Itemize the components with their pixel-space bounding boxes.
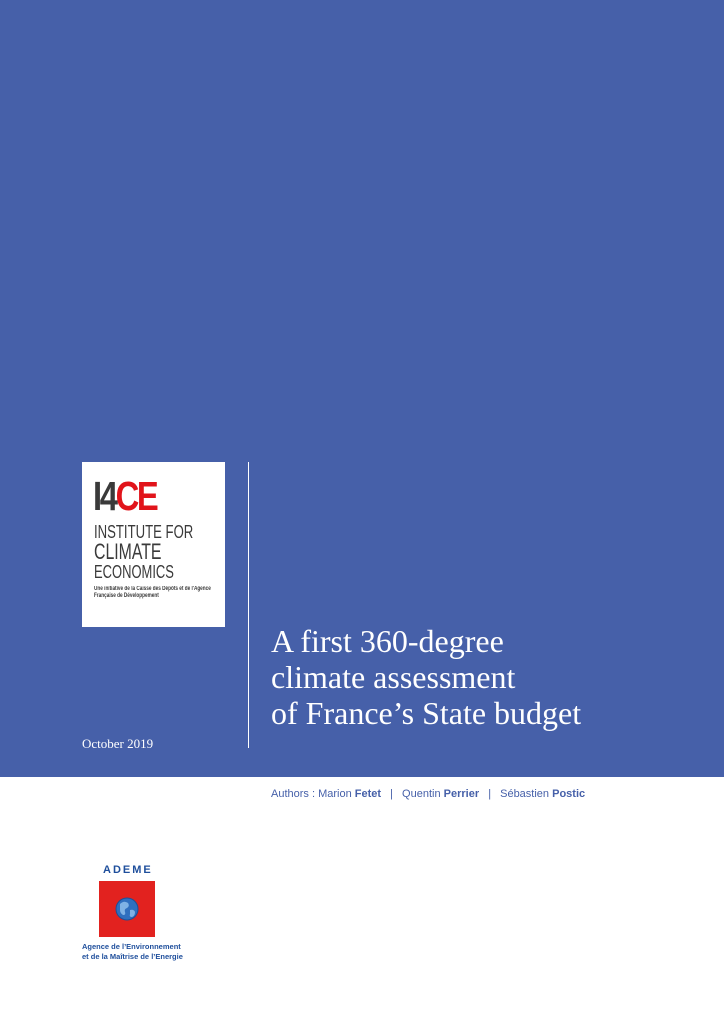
author-separator: | — [488, 788, 492, 800]
ademe-caption-line: Agence de l’Environnement — [82, 942, 181, 951]
logo-mark-ce: CE — [115, 473, 157, 519]
author-last-name: Fetet — [354, 788, 382, 800]
publication-date: October 2019 — [82, 736, 154, 751]
author-first-name: Quentin — [402, 788, 441, 800]
title-line: of France’s State budget — [271, 695, 582, 731]
i4ce-logo — [82, 462, 225, 627]
ademe-caption-line: et de la Maîtrise de l’Energie — [82, 952, 183, 961]
logo-mark — [93, 472, 156, 520]
ademe-logo — [99, 881, 155, 937]
logo-subtitle: Une initiative de la Caisse des Dépôts et de l'Agence Française de Développement — [94, 586, 211, 599]
logo-line-economics: ECONOMICS — [94, 562, 174, 582]
author-first-name: Sébastien — [500, 788, 550, 800]
vertical-divider — [248, 462, 249, 748]
title-line: A first 360-degree — [271, 623, 504, 659]
author-separator: | — [390, 788, 393, 800]
author-last-name: Perrier — [443, 788, 480, 800]
author-first-name: Marion — [318, 788, 352, 800]
authors-label: Authors : — [271, 788, 316, 800]
logo-line-institute: INSTITUTE FOR — [94, 522, 194, 542]
authors-line — [271, 788, 585, 800]
author-last-name: Postic — [552, 788, 586, 800]
report-title — [271, 623, 711, 731]
ademe-name: ADEME — [103, 864, 153, 876]
logo-mark-i4: I4 — [93, 473, 116, 519]
ademe-globe-icon — [99, 881, 155, 937]
ademe-caption — [82, 942, 192, 962]
logo-line-climate: CLIMATE — [94, 539, 162, 564]
title-line: climate assessment — [271, 659, 516, 695]
